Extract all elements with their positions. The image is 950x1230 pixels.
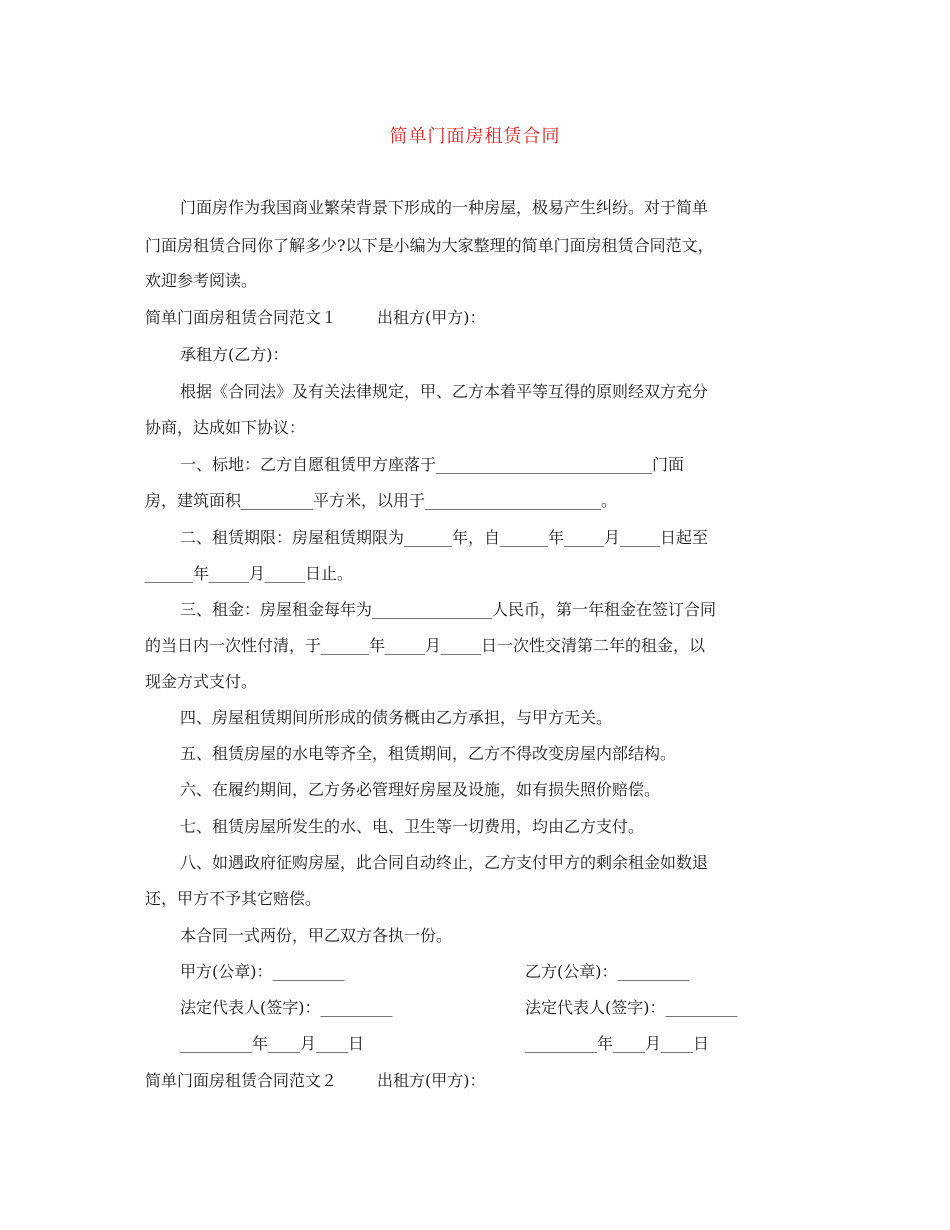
text-line: 门面房作为我国商业繁荣背景下形成的一种房屋，极易产生纠纷。对于简单	[180, 198, 709, 217]
lessor-label: 出租方(甲方)：	[377, 1071, 486, 1090]
text-line: 根据《合同法》及有关法律规定，甲、乙方本着平等互得的原则经双方充分	[180, 382, 709, 401]
party-b-date: _________年____月____日	[525, 1034, 710, 1053]
document-title: 简单门面房租赁合同	[389, 126, 561, 147]
section1-heading-line	[145, 306, 486, 330]
clause-3: 三、租金：房屋租金每年为_______________人民币，第一年租金在签订合同	[180, 600, 717, 619]
clause-1: 一、标地：乙方自愿租赁甲方座落于___________________________门面	[180, 455, 685, 474]
party-b-rep: 法定代表人(签字)：_________	[525, 998, 738, 1017]
section2-heading: 简单门面房租赁合同范文２	[145, 1071, 338, 1090]
section2-heading-line	[145, 1069, 486, 1093]
copies-note: 本合同一式两份，甲乙双方各执一份。	[180, 926, 453, 945]
text-line: 欢迎参考阅读。	[145, 271, 258, 290]
text-line: 门面房租赁合同你了解多少?以下是小编为大家整理的简单门面房租赁合同范文，	[145, 236, 714, 255]
clause-6: 六、在履约期间，乙方务必管理好房屋及设施，如有损失照价赔偿。	[180, 780, 661, 799]
lessee-label: 承租方(乙方)：	[180, 345, 289, 364]
lessor-label: 出租方(甲方)：	[377, 308, 486, 327]
clause-8-cont: 还，甲方不予其它赔偿。	[145, 889, 322, 908]
clause-2: 二、租赁期限：房屋租赁期限为______年，自______年_____月_____日起至	[180, 528, 709, 547]
clause-8: 八、如遇政府征购房屋，此合同自动终止，乙方支付甲方的剩余租金如数退	[180, 853, 709, 872]
clause-4: 四、房屋租赁期间所形成的债务概由乙方承担，与甲方无关。	[180, 708, 613, 727]
party-a-seal: 甲方(公章)：_________	[180, 962, 345, 981]
clause-1-cont: 房，建筑面积_________平方米，以用于______________________。	[145, 491, 618, 510]
party-a-date: _________年____月____日	[180, 1034, 365, 1053]
party-a-rep: 法定代表人(签字)：_________	[180, 998, 393, 1017]
clause-5: 五、租赁房屋的水电等齐全，租赁期间，乙方不得改变房屋内部结构。	[180, 744, 677, 763]
clause-3-cont: 现金方式支付。	[145, 672, 258, 691]
party-b-seal: 乙方(公章)：_________	[525, 962, 690, 981]
clause-7: 七、租赁房屋所发生的水、电、卫生等一切费用，均由乙方支付。	[180, 817, 645, 836]
section1-heading: 简单门面房租赁合同范文１	[145, 308, 338, 327]
text-line: 协商，达成如下协议：	[145, 418, 306, 437]
clause-2-cont: ______年_____月_____日止。	[145, 564, 354, 583]
clause-3-cont: 的当日内一次性付清，于______年_____月_____日一次性交清第二年的租金，以	[145, 636, 706, 655]
